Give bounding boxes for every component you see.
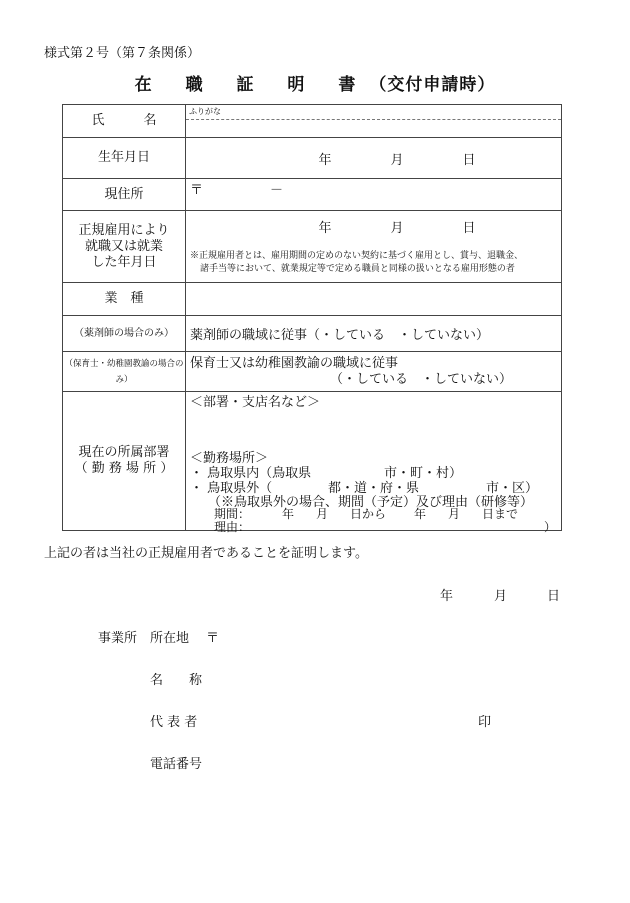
period-month1: 月 — [316, 507, 329, 521]
out-prefecture-mid: 都・道・府・県 — [328, 481, 420, 496]
issuer-representative-label: 代 表 者 — [150, 715, 198, 730]
in-prefecture-text: ・ 鳥取県内（鳥取県 — [190, 466, 312, 481]
label-address: 現住所 — [63, 179, 186, 211]
birth-month-label: 月 — [390, 152, 404, 168]
label-employment-line2: 就職又は就業 — [84, 238, 163, 254]
out-prefecture-note: （※鳥取県外の場合、期間（予定）及び理由（研修等） — [208, 495, 534, 510]
label-pharmacist: （薬剤師の場合のみ） — [63, 316, 186, 352]
nursery-line2: （・している ・していない） — [330, 371, 513, 387]
regular-employment-note — [186, 250, 561, 276]
emp-month-label: 月 — [390, 221, 404, 236]
issue-month-label: 月 — [494, 589, 508, 604]
birth-day-label: 日 — [462, 152, 476, 168]
birth-year-label: 年 — [318, 152, 332, 168]
row-birthdate — [63, 138, 562, 179]
furigana-divider — [186, 119, 561, 120]
label-department-line1: 現在の所属部署 — [78, 445, 170, 460]
period-label: 期間： — [214, 507, 251, 521]
certification-statement: 上記の者は当社の正規雇用者であることを証明します。 — [44, 546, 368, 561]
row-address — [63, 179, 562, 211]
certificate-table — [62, 104, 562, 534]
period-year2: 年 — [414, 507, 427, 521]
label-industry: 業 種 — [63, 283, 186, 316]
row-department — [63, 392, 562, 531]
row-nursery — [63, 352, 562, 392]
dept-header: ＜部署・支店名など＞ — [190, 395, 321, 410]
label-nursery: （保育士・幼稚園教諭の場合のみ） — [63, 352, 186, 392]
issuer-office-label: 事業所 — [98, 631, 138, 646]
name-field[interactable] — [186, 105, 562, 138]
issuer-phone-label: 電話番号 — [150, 757, 203, 772]
note-line2: 諸手当等において、就業規定等で定める職員と同様の扱いとなる雇用形態の者 — [200, 264, 515, 274]
reason-close: ） — [544, 520, 557, 534]
row-employment-date — [63, 211, 562, 283]
label-name: 氏 名 — [63, 105, 186, 138]
seal-mark: 印 — [478, 715, 492, 730]
issuer-postal-mark: 〒 — [206, 631, 220, 646]
document-title — [0, 70, 630, 95]
in-prefecture-tail: 市・町・村） — [384, 466, 463, 481]
period-from: 日から — [350, 507, 387, 521]
furigana-label: ふりがな — [189, 107, 221, 116]
pharmacist-text: 薬剤師の職域に従事（・している ・していない） — [190, 328, 490, 343]
postal-mark: 〒 — [190, 183, 204, 198]
note-line1: ※正規雇用者とは、雇用期間の定めのない契約に基づく雇用とし、賞与、退職金、 — [190, 251, 524, 261]
nursery-line1: 保育士又は幼稚園教諭の職域に従事 — [190, 355, 399, 371]
row-name — [63, 105, 562, 138]
out-prefecture-tail: 市・区） — [486, 481, 539, 496]
label-employment-line3: した年月日 — [91, 254, 157, 270]
emp-day-label: 日 — [462, 221, 476, 236]
label-department — [63, 392, 186, 531]
postal-dash: － — [270, 183, 284, 198]
issuer-location-label: 所在地 — [150, 631, 190, 646]
label-employment-line1: 正規雇用により — [78, 222, 170, 238]
out-prefecture-text: ・ 鳥取県外（ — [190, 481, 273, 496]
address-field[interactable] — [186, 179, 562, 211]
period-year1: 年 — [282, 507, 295, 521]
emp-year-label: 年 — [318, 221, 332, 236]
label-employment-date — [63, 211, 186, 283]
label-department-line2: （ 勤 務 場 所 ） — [74, 461, 174, 476]
title-sub: （交付申請時） — [369, 75, 496, 95]
label-birthdate: 生年月日 — [63, 138, 186, 179]
workplace-header: ＜勤務場所＞ — [190, 451, 269, 466]
employment-date-field[interactable] — [186, 211, 562, 283]
row-pharmacist — [63, 316, 562, 352]
period-until: 日まで — [482, 507, 519, 521]
period-month2: 月 — [448, 507, 461, 521]
issuer-name-label: 名 称 — [150, 673, 203, 688]
reason-label: 理由： — [214, 520, 251, 534]
birthdate-field[interactable] — [186, 138, 562, 179]
form-number: 様式第２号（第７条関係） — [44, 46, 201, 61]
industry-field[interactable] — [186, 283, 562, 316]
row-industry — [63, 283, 562, 316]
issue-day-label: 日 — [547, 589, 561, 604]
department-field[interactable] — [186, 392, 562, 534]
nursery-field[interactable] — [186, 352, 562, 392]
pharmacist-field[interactable] — [186, 316, 562, 352]
issue-year-label: 年 — [440, 589, 454, 604]
title-main: 在 職 証 明 書 — [134, 75, 370, 95]
